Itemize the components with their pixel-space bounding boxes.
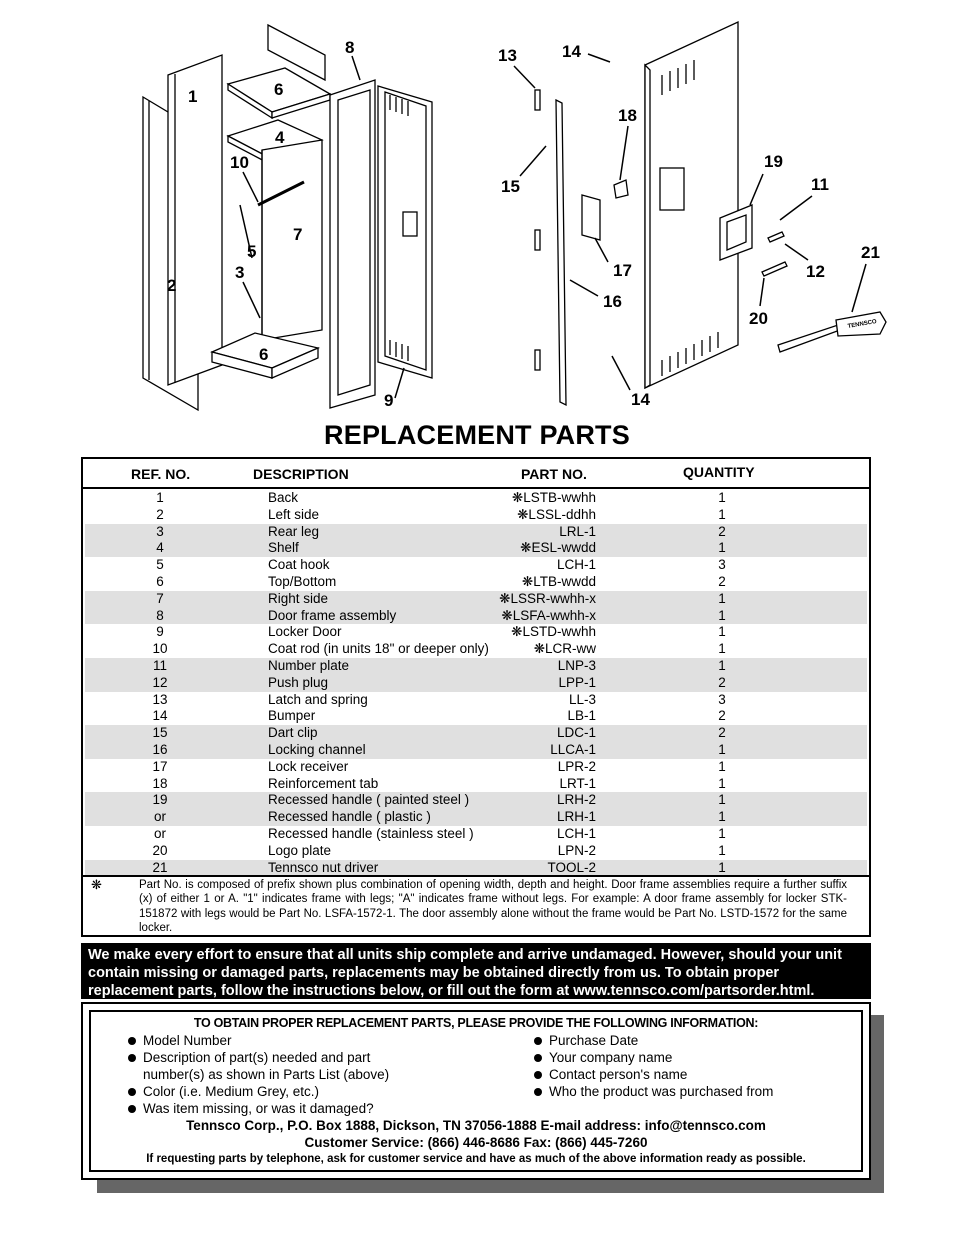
callout-14-bottom: 14 [631, 390, 650, 409]
description-cell: Bumper [268, 708, 316, 724]
table-row [85, 591, 867, 608]
table-row [85, 490, 867, 507]
ref-no-cell: 4 [156, 540, 164, 556]
description-cell: Dart clip [268, 725, 318, 741]
quantity-cell: 1 [718, 741, 726, 757]
part-no-cell: LLCA-1 [550, 741, 596, 757]
ref-no-cell: 12 [152, 674, 168, 690]
callout-20: 20 [749, 309, 768, 328]
quantity-cell: 3 [718, 557, 726, 573]
quantity-cell: 2 [718, 523, 726, 539]
header-ref-no: REF. NO. [131, 466, 191, 482]
part-no-cell: LRL-1 [559, 523, 596, 539]
callout-14-top: 14 [562, 42, 581, 61]
ref-no-cell: 17 [152, 758, 168, 774]
locking-channel [556, 100, 566, 405]
callout-8: 8 [345, 38, 355, 57]
part-no-cell: LRH-1 [556, 809, 596, 825]
info-item-text: Who the product was purchased from [549, 1084, 774, 1099]
description-cell: Rear leg [268, 523, 320, 539]
table-row [85, 507, 867, 524]
quantity-cell: 1 [718, 792, 726, 808]
footnote-text: Part No. is composed of prefix shown plus combination of opening width, depth and height. Door frame assemblies require a further suffix (x) of either 1 or A. "1" indicates frame with legs; "A" indicates frame without legs. For example: A door frame assembly for locker STK-151872 with legs would be Part No. LSFA-1572-1. The door assembly alone without the frame would be Part No. LSTD-1572 for the same locker. [139, 879, 847, 934]
table-row [85, 608, 867, 625]
ref-no-cell: 15 [152, 725, 168, 741]
ref-no-cell: or [153, 825, 166, 841]
callout-15: 15 [501, 177, 520, 196]
table-row [85, 557, 867, 574]
exploded-parts-diagram [0, 0, 954, 420]
table-row [85, 641, 867, 658]
info-item-text: Model Number [143, 1033, 232, 1048]
lock-receiver [582, 195, 600, 240]
nut-driver-icon [778, 312, 886, 352]
quantity-cell: 2 [718, 573, 726, 589]
callout-1: 1 [188, 87, 198, 106]
callout-6-top: 6 [274, 80, 284, 99]
ref-no-cell: 20 [152, 842, 168, 858]
quantity-cell: 2 [718, 674, 726, 690]
header-part-no: PART NO. [521, 466, 587, 482]
quantity-cell: 1 [718, 607, 726, 623]
info-item-seller [549, 1083, 849, 1100]
part-no-cell: ❋LSSL-ddhh [517, 506, 596, 522]
info-item-company [549, 1049, 849, 1066]
callout-5: 5 [247, 242, 257, 261]
bullet-icon [534, 1088, 542, 1096]
info-item-text: Contact person's name [549, 1067, 688, 1082]
table-row [85, 624, 867, 641]
description-cell: Back [268, 490, 299, 505]
part-no-cell: LB-1 [567, 708, 596, 724]
info-box [81, 1002, 871, 1180]
ref-no-cell: 5 [156, 557, 164, 573]
info-item-text: Was item missing, or was it damaged? [143, 1101, 374, 1116]
info-item-text: Purchase Date [549, 1033, 639, 1048]
callout-3: 3 [235, 263, 245, 282]
description-cell: Latch and spring [268, 691, 368, 707]
part-no-cell: ❋LSTB-wwhh [511, 490, 596, 505]
ref-no-cell: 8 [156, 607, 164, 623]
quantity-cell: 1 [718, 641, 726, 657]
description-cell: Recessed handle ( plastic ) [268, 809, 431, 825]
part-no-cell: TOOL-2 [547, 859, 596, 875]
description-cell: Push plug [268, 674, 329, 690]
table-rows [85, 490, 867, 876]
header-quantity: QUANTITY [683, 464, 755, 480]
quantity-cell: 3 [718, 691, 726, 707]
part-no-cell: LL-3 [568, 691, 596, 707]
ref-no-cell: 7 [156, 590, 164, 606]
description-cell: Locker Door [268, 624, 342, 640]
info-item-model [143, 1032, 443, 1049]
door-panel [645, 22, 738, 388]
part-no-cell: ❋LCR-ww [533, 641, 596, 657]
callout-19: 19 [764, 152, 783, 171]
table-row [85, 860, 867, 877]
page-title: REPLACEMENT PARTS [324, 420, 630, 450]
description-cell: Recessed handle (stainless steel ) [268, 825, 474, 841]
part-no-cell: ❋LSFA-wwhh-x [501, 607, 596, 623]
part-no-cell: LCH-1 [556, 825, 596, 841]
table-row [85, 742, 867, 759]
ref-no-cell: 10 [152, 641, 168, 657]
part-no-cell: ❋LSTD-wwhh [511, 624, 596, 640]
callout-4: 4 [275, 128, 285, 147]
customer-service-line: Customer Service: (866) 446-8686 Fax: (866) 445-7260 [304, 1135, 648, 1150]
bullet-icon [128, 1054, 136, 1062]
callout-12: 12 [806, 262, 825, 281]
table-row [85, 658, 867, 675]
table-row [85, 692, 867, 709]
quantity-cell: 1 [718, 758, 726, 774]
description-cell: Left side [268, 506, 320, 522]
ref-no-cell: 16 [152, 741, 168, 757]
info-heading: TO OBTAIN PROPER REPLACEMENT PARTS, PLEASE PROVIDE THE FOLLOWING INFORMATION: [193, 1016, 759, 1030]
table-row [85, 759, 867, 776]
address-line: Tennsco Corp., P.O. Box 1888, Dickson, TN 37056-1888 E-mail address: info@tennsco.com [186, 1118, 766, 1133]
description-cell: Right side [268, 590, 329, 606]
ref-no-cell: or [153, 809, 166, 825]
info-item-description [143, 1049, 413, 1083]
callout-17: 17 [613, 261, 632, 280]
part-no-cell: LPP-1 [558, 674, 596, 690]
info-item-color [143, 1083, 443, 1100]
ref-no-cell: 2 [156, 506, 164, 522]
part-no-cell: ❋LSSR-wwhh-x [499, 590, 596, 606]
right-side-panel [262, 140, 322, 340]
ref-no-cell: 11 [152, 657, 167, 673]
info-item-text: Color (i.e. Medium Grey, etc.) [143, 1084, 320, 1099]
description-cell: Logo plate [268, 842, 332, 858]
callout-10: 10 [230, 153, 249, 172]
part-no-cell: LRT-1 [559, 775, 596, 791]
bullet-icon [534, 1071, 542, 1079]
description-cell: Number plate [268, 657, 350, 673]
description-cell: Coat rod (in units 18" or deeper only) [268, 641, 489, 657]
part-no-cell: ❋LTB-wwdd [521, 573, 596, 589]
table-row [85, 809, 867, 826]
info-item-contact [549, 1066, 849, 1083]
quantity-cell: 1 [718, 624, 726, 640]
info-item-text: Description of part(s) needed and part number(s) as shown in Parts List (above) [143, 1050, 390, 1082]
description-cell: Tennsco nut driver [268, 859, 379, 875]
table-header [83, 459, 869, 489]
asterisk-icon: ❋ [91, 877, 102, 892]
part-no-cell: ❋ESL-wwdd [520, 540, 596, 556]
info-item-missing [143, 1100, 443, 1117]
description-cell: Coat hook [268, 557, 330, 573]
table-row [85, 708, 867, 725]
description-cell: Locking channel [268, 741, 366, 757]
info-box-inner [89, 1010, 863, 1172]
description-cell: Lock receiver [268, 758, 349, 774]
callout-13: 13 [498, 46, 517, 65]
callout-2: 2 [167, 276, 177, 295]
callout-11: 11 [811, 175, 829, 194]
info-item-purchase-date [549, 1032, 849, 1049]
quantity-cell: 1 [718, 809, 726, 825]
header-description: DESCRIPTION [253, 466, 349, 482]
table-row [85, 843, 867, 860]
part-no-cell: LPN-2 [557, 842, 596, 858]
ref-no-cell: 18 [152, 775, 168, 791]
driver-logo-text: TENNSCO [847, 318, 878, 330]
quantity-cell: 2 [718, 708, 726, 724]
table-row [85, 725, 867, 742]
table-row [85, 675, 867, 692]
quantity-cell: 1 [718, 859, 726, 875]
ref-no-cell: 9 [156, 624, 164, 640]
ref-no-cell: 21 [152, 859, 168, 875]
footnote [83, 875, 869, 934]
quantity-cell: 1 [718, 775, 726, 791]
table-row [85, 826, 867, 843]
part-no-cell: LCH-1 [556, 557, 596, 573]
ref-no-cell: 1 [156, 490, 164, 505]
part-no-cell: LNP-3 [557, 657, 596, 673]
part-no-cell: LPR-2 [557, 758, 596, 774]
reinforcement-tab [614, 180, 628, 198]
quantity-cell: 2 [718, 725, 726, 741]
quantity-cell: 1 [718, 540, 726, 556]
part-no-cell: LDC-1 [556, 725, 596, 741]
quantity-cell: 1 [718, 590, 726, 606]
parts-table [81, 457, 871, 937]
phone-note: If requesting parts by telephone, ask for customer service and have as much of the above information ready as possible. [146, 1153, 806, 1165]
table-row [85, 524, 867, 541]
part-no-cell: LRH-2 [556, 792, 596, 808]
table-row [85, 540, 867, 557]
bullet-icon [534, 1054, 542, 1062]
callout-6-bottom: 6 [259, 345, 269, 364]
ref-no-cell: 13 [152, 691, 168, 707]
bullet-icon [534, 1037, 542, 1045]
ref-no-cell: 14 [152, 708, 168, 724]
table-row [85, 776, 867, 793]
description-cell: Shelf [268, 540, 299, 556]
callout-21: 21 [861, 243, 880, 262]
info-item-text: Your company name [549, 1050, 673, 1065]
notice-banner: We make every effort to ensure that all units ship complete and arrive undamaged. However, should your unit contain missing or damaged parts, replacements may be obtained directly from us. To obtain proper replacement parts, follow the instructions below, or fill out the form at www.tennsco.com/partsorder.html. [81, 943, 871, 999]
callout-16: 16 [603, 292, 622, 311]
quantity-cell: 1 [718, 490, 726, 505]
quantity-cell: 1 [718, 825, 726, 841]
quantity-cell: 1 [718, 842, 726, 858]
quantity-cell: 1 [718, 506, 726, 522]
description-cell: Top/Bottom [268, 573, 337, 589]
callout-18: 18 [618, 106, 637, 125]
table-row [85, 792, 867, 809]
bullet-icon [128, 1037, 136, 1045]
description-cell: Door frame assembly [268, 607, 397, 623]
table-row [85, 574, 867, 591]
quantity-cell: 1 [718, 657, 726, 673]
ref-no-cell: 19 [152, 792, 168, 808]
description-cell: Recessed handle ( painted steel ) [268, 792, 470, 808]
bullet-icon [128, 1105, 136, 1113]
callout-7: 7 [293, 225, 303, 244]
bullet-icon [128, 1088, 136, 1096]
ref-no-cell: 6 [156, 573, 164, 589]
callout-9: 9 [384, 391, 394, 410]
ref-no-cell: 3 [156, 523, 164, 539]
description-cell: Reinforcement tab [268, 775, 379, 791]
